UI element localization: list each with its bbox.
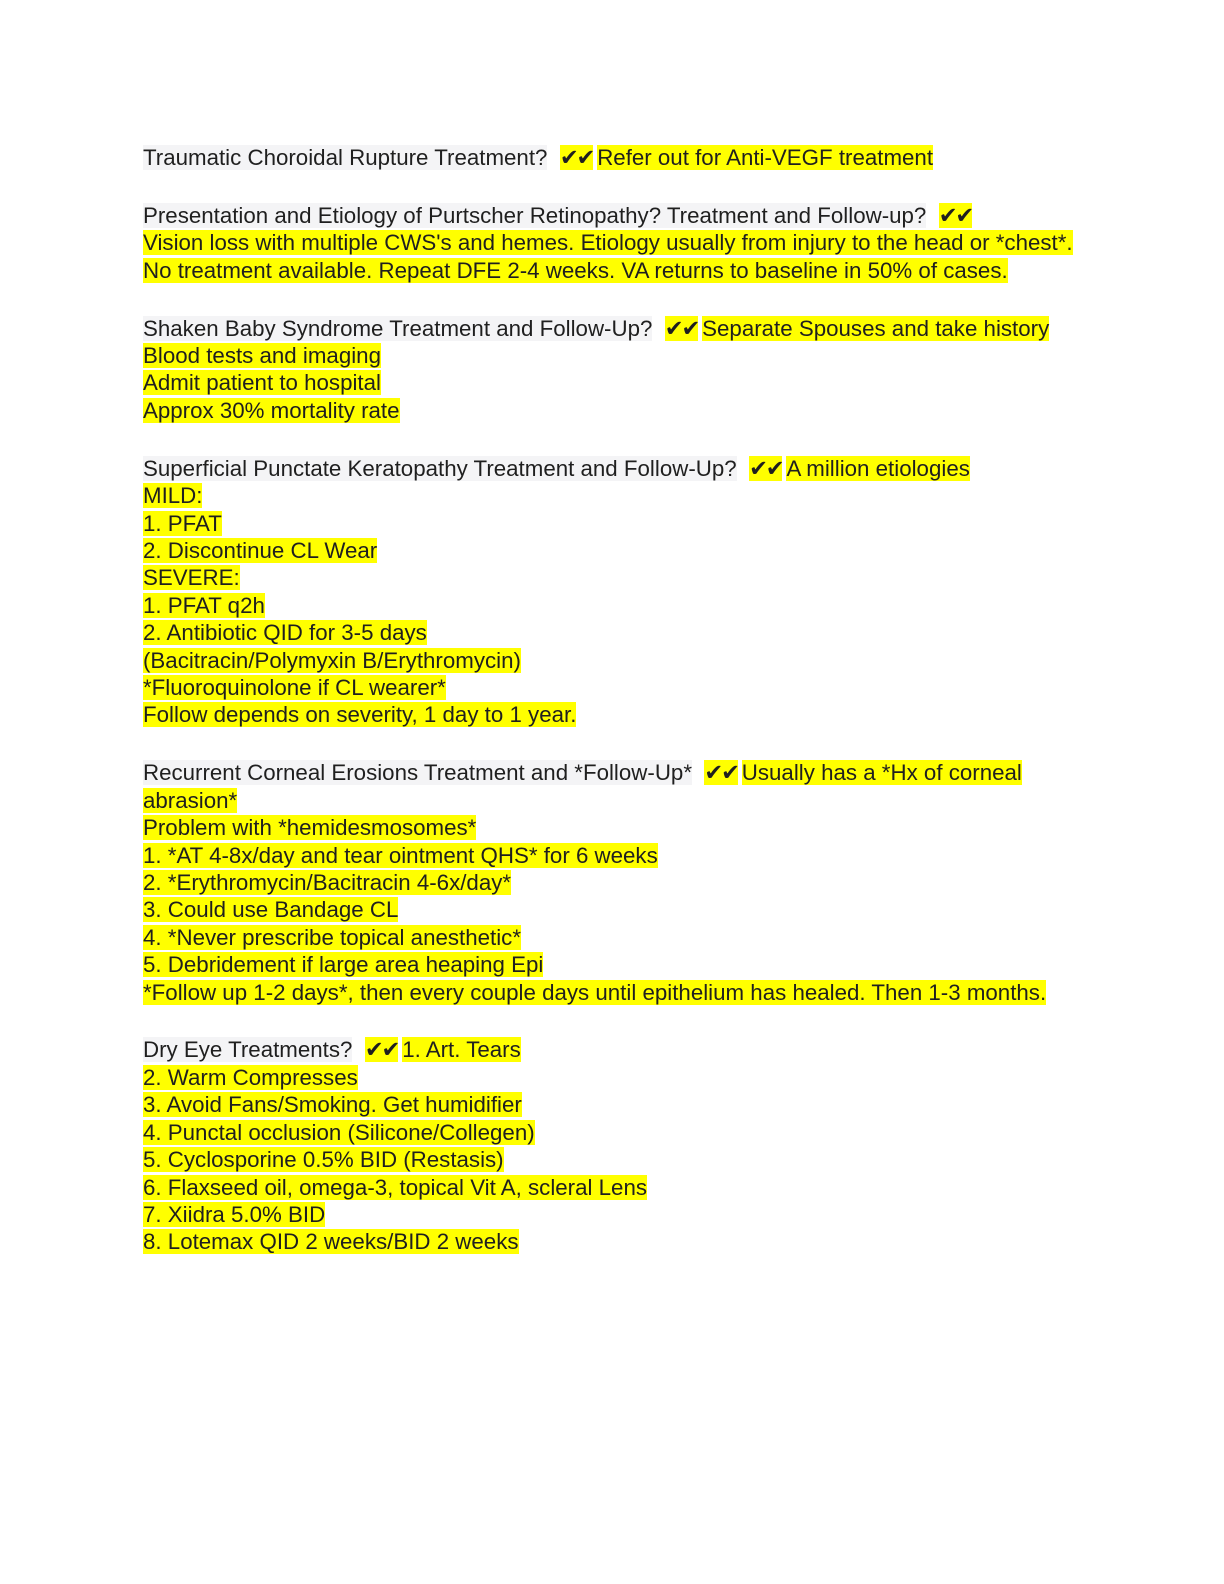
question-text: Presentation and Etiology of Purtscher Retinopathy? Treatment and Follow-up?: [143, 202, 927, 228]
answer-line: *Follow up 1-2 days*, then every couple days until epithelium has healed. Then 1-3 months.: [143, 979, 1047, 1005]
answer-line: Approx 30% mortality rate: [143, 397, 400, 423]
flashcard: [143, 1036, 1073, 1255]
answer-line: A million etiologies: [786, 455, 970, 481]
answer-line: 3. Could use Bandage CL: [143, 897, 399, 923]
check-mark-icon: ✔✔: [559, 145, 594, 170]
answer-line: Vision loss with multiple CWS's and hemes. Etiology usually from injury to the head or *chest*. No treatment available. Repeat DFE 2-4 weeks. VA returns to baseline in 50% of cases.: [143, 230, 1073, 283]
answer-line: Usually has a *Hx of corneal abrasion*: [143, 760, 1022, 813]
check-mark-icon: ✔✔: [938, 202, 973, 228]
flashcard: [143, 144, 1073, 171]
flashcard: [143, 455, 1073, 729]
answer-line: Separate Spouses and take history: [702, 315, 1050, 341]
answer-line: Admit patient to hospital: [143, 370, 381, 396]
answer-line: 2. Discontinue CL Wear: [143, 537, 378, 563]
answer-line: Follow depends on severity, 1 day to 1 year.: [143, 702, 577, 728]
check-mark-icon: ✔✔: [749, 455, 783, 481]
document-page: [143, 144, 1073, 1286]
answer-line: Refer out for Anti-VEGF treatment: [597, 145, 934, 170]
question-text: Traumatic Choroidal Rupture Treatment?: [143, 145, 548, 170]
answer-line: 2. Warm Compresses: [143, 1064, 358, 1090]
answer-line: SEVERE:: [143, 565, 240, 591]
answer-line: 6. Flaxseed oil, omega-3, topical Vit A, scleral Lens: [143, 1174, 648, 1200]
answer-line: 8. Lotemax QID 2 weeks/BID 2 weeks: [143, 1229, 519, 1255]
question-text: Dry Eye Treatments?: [143, 1037, 353, 1063]
answer-line: 2. Antibiotic QID for 3-5 days: [143, 620, 427, 646]
flashcard: [143, 759, 1073, 1006]
check-mark-icon: ✔✔: [704, 760, 738, 786]
answer-line: 4. Punctal occlusion (Silicone/Collegen): [143, 1119, 535, 1145]
answer-line: 5. Cyclosporine 0.5% BID (Restasis): [143, 1147, 504, 1173]
answer-line: 1. Art. Tears: [402, 1037, 521, 1063]
answer-line: Blood tests and imaging: [143, 343, 381, 369]
question-text: Shaken Baby Syndrome Treatment and Follow-Up?: [143, 315, 653, 341]
answer-line: 4. *Never prescribe topical anesthetic*: [143, 924, 522, 950]
answer-line: (Bacitracin/Polymyxin B/Erythromycin): [143, 647, 521, 673]
answer-line: 1. PFAT: [143, 510, 222, 536]
answer-line: MILD:: [143, 483, 203, 509]
answer-line: 7. Xiidra 5.0% BID: [143, 1201, 326, 1227]
answer-line: 1. PFAT q2h: [143, 592, 265, 618]
question-text: Superficial Punctate Keratopathy Treatment and Follow-Up?: [143, 455, 737, 481]
flashcard: [143, 202, 1073, 284]
answer-line: 3. Avoid Fans/Smoking. Get humidifier: [143, 1092, 522, 1118]
answer-line: Problem with *hemidesmosomes*: [143, 815, 477, 841]
answer-line: 5. Debridement if large area heaping Epi: [143, 952, 544, 978]
question-text: Recurrent Corneal Erosions Treatment and *Follow-Up*: [143, 760, 692, 786]
answer-line: 1. *AT 4-8x/day and tear ointment QHS* for 6 weeks: [143, 842, 658, 868]
answer-line: *Fluoroquinolone if CL wearer*: [143, 675, 446, 700]
check-mark-icon: ✔✔: [664, 315, 699, 341]
check-mark-icon: ✔✔: [364, 1037, 399, 1063]
answer-line: 2. *Erythromycin/Bacitracin 4-6x/day*: [143, 869, 512, 895]
flashcard: [143, 315, 1073, 425]
